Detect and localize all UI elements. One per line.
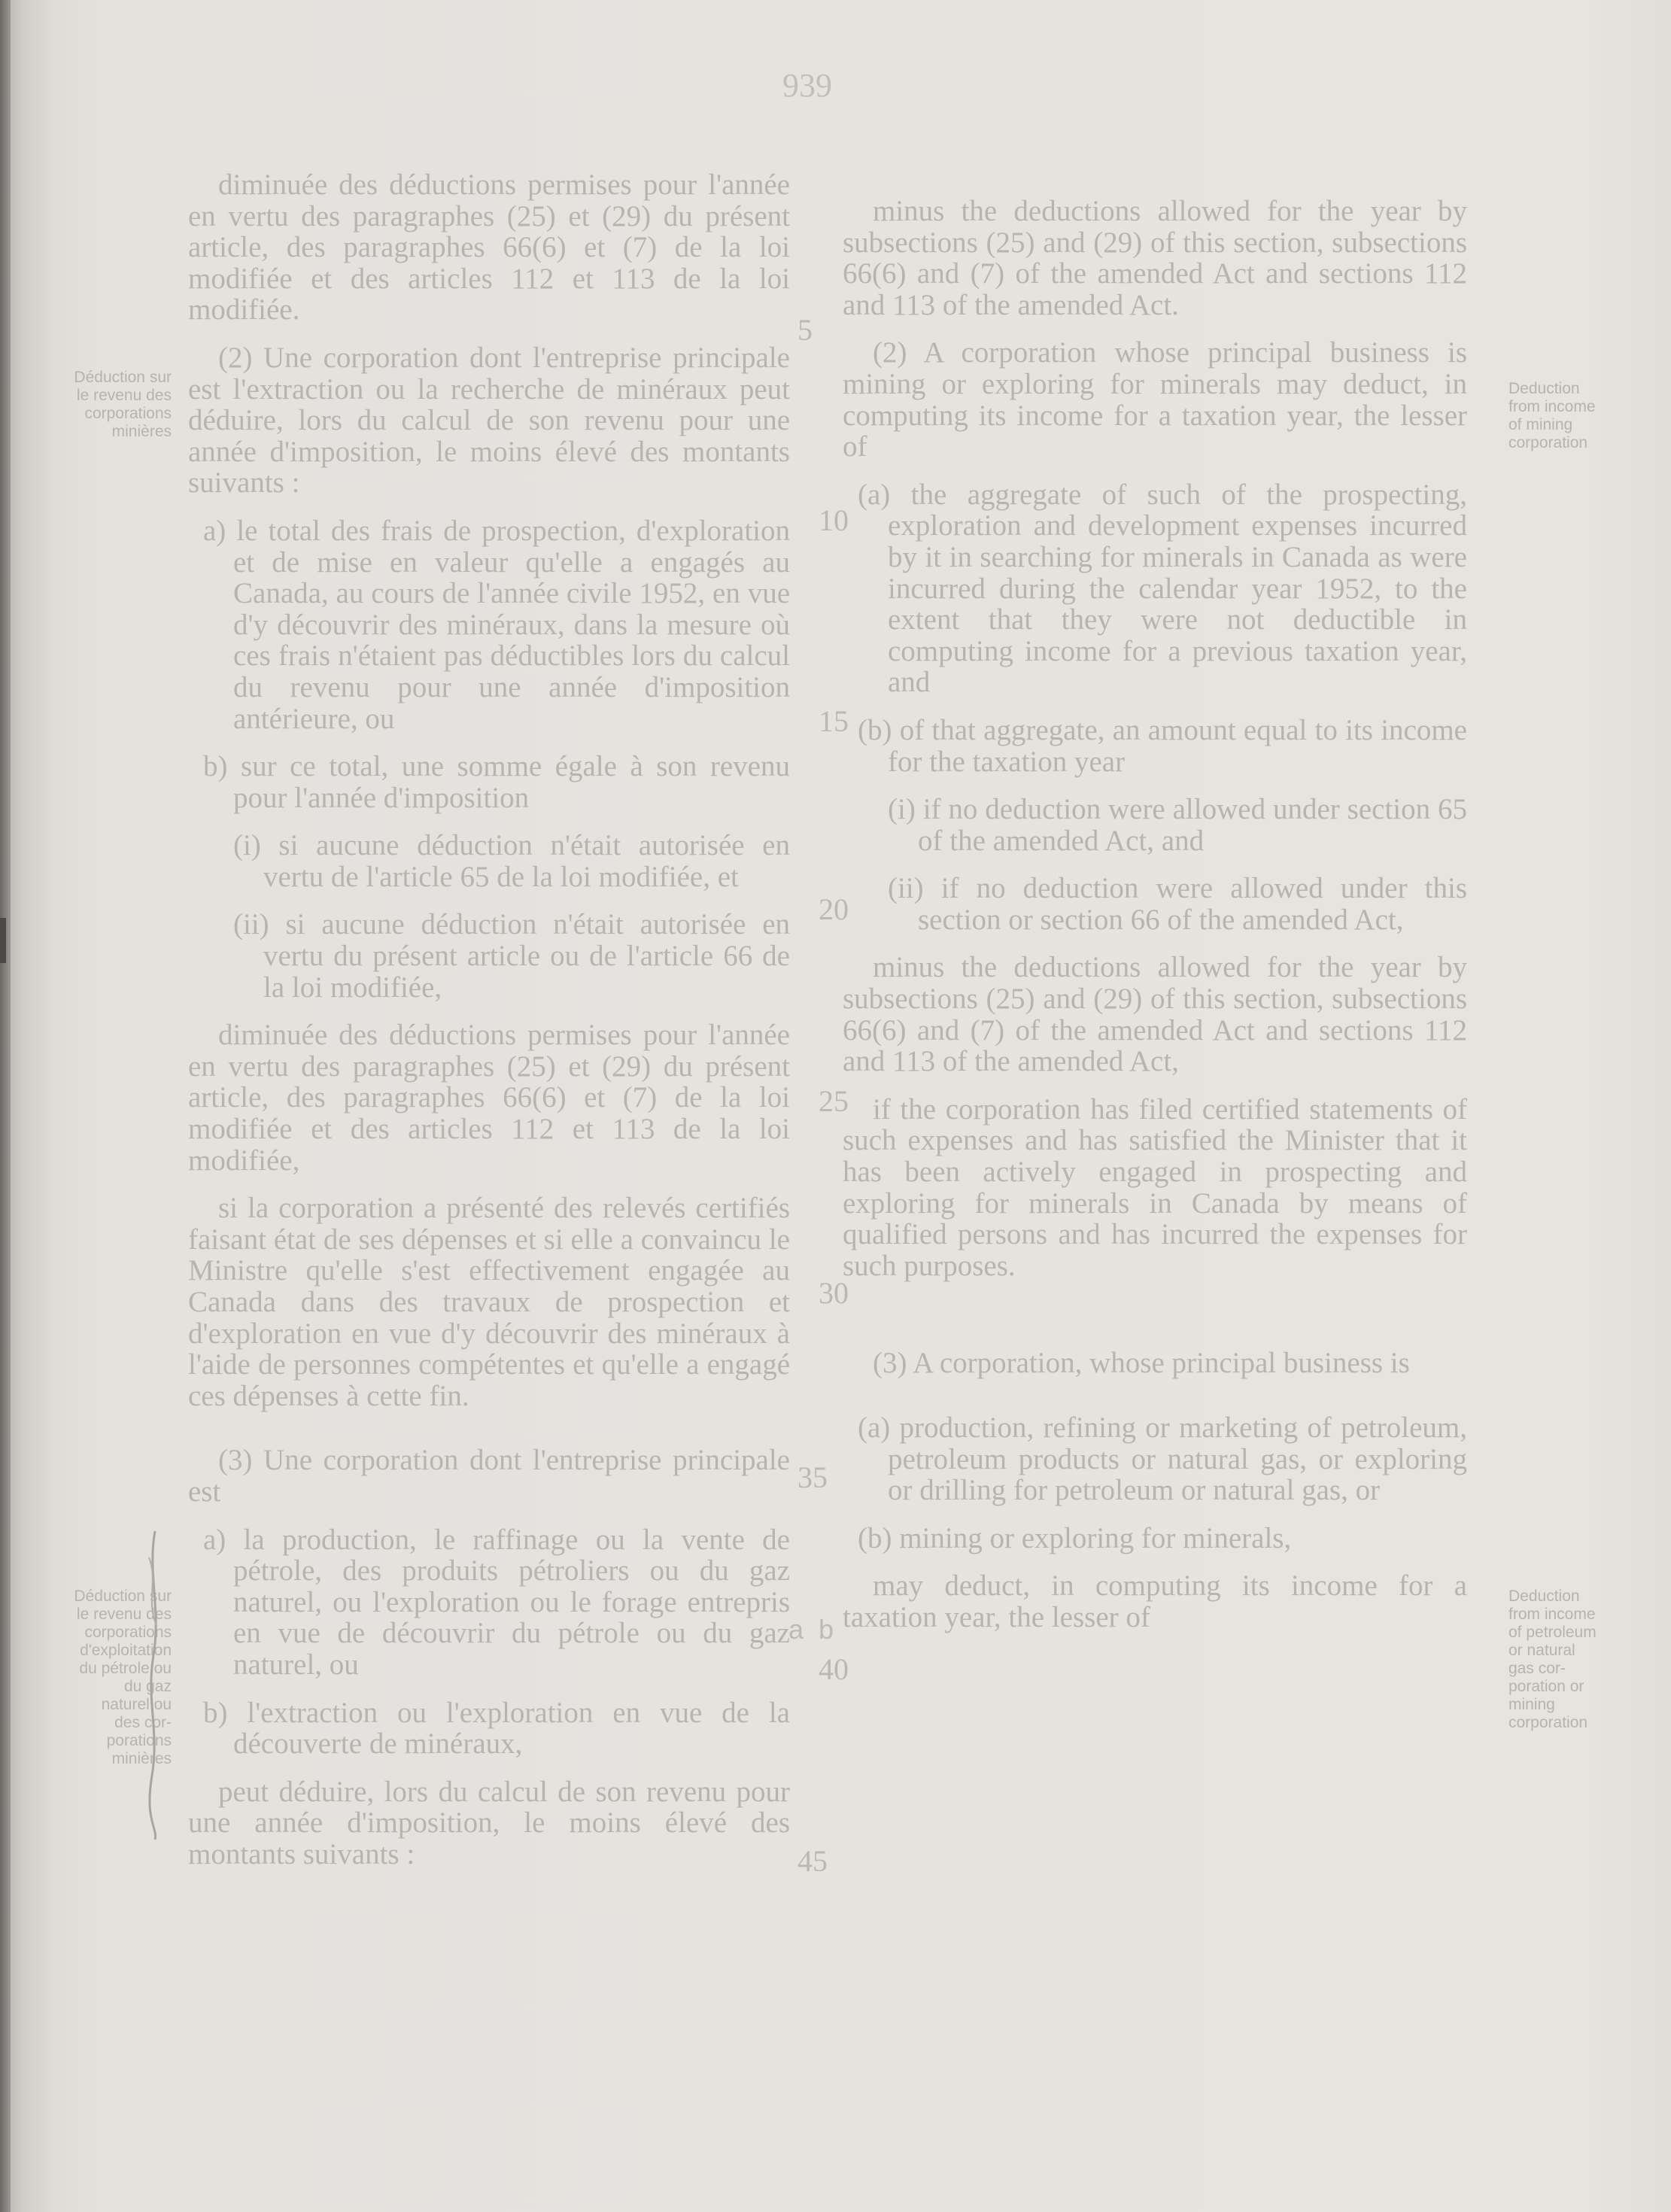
margin-note: Déduction sur le revenu des corporations minières [74, 369, 172, 440]
margin-note: Deduction from income of mining corporation [1508, 380, 1596, 451]
fr-paragraph: diminuée des déductions permises pour l'année en vertu des paragraphes (25) et (29) du présent article, des paragraphes 66(6) et (7) de la loi modifiée et des articles 112 et 113 de la loi modifiée, [188, 1019, 790, 1177]
section-marker: b [819, 1614, 834, 1645]
fr-paragraph: (ii) si aucune déduction n'était autorisée en vertu du présent article ou de l'article 66 de la loi modifiée, [233, 908, 790, 1004]
margin-note: Deduction from income of petroleum or natural gas corporation or mining corporation [1508, 1588, 1597, 1731]
en-paragraph: minus the deductions allowed for the year by subsections (25) and (29) of this section, subsections 66(6) and (7) of the amended Act and sections 112 and 113 of the amended Act. [843, 195, 1467, 321]
line-number: 35 [798, 1460, 828, 1494]
en-paragraph: if the corporation has filed certified statements of such expenses and has satisfied the Minister that it has been actively engaged in prospecting and exploring for minerals in Canada by means of qualified persons and has incurred the expenses for such purposes. [843, 1092, 1467, 1282]
page-number: 939 [782, 67, 832, 104]
fr-paragraph: b) sur ce total, une somme égale à son revenu pour l'année d'imposition [203, 750, 790, 814]
fr-paragraph: a) la production, le raffinage ou la vente de pétrole, des produits pétroliers ou du gaz naturel, ou l'exploration ou le forage entrepris en vue de découvrir du pétrole ou du gaz naturel, ou [203, 1523, 790, 1681]
en-paragraph: (a) the aggregate of such of the prospecting, exploration and development expenses incurred by it in searching for minerals in Canada as were incurred during the calendar year 1952, to the extent that they were not deductible in computing income for a previous taxation year, and [858, 478, 1467, 699]
line-number: 5 [798, 313, 813, 347]
fr-paragraph: (3) Une corporation dont l'entreprise principale est [188, 1444, 790, 1508]
line-number: 40 [819, 1652, 849, 1686]
line-number: 25 [819, 1084, 849, 1118]
french-column [188, 169, 790, 1870]
en-paragraph: may deduct, in computing its income for a taxation year, the lesser of [843, 1569, 1467, 1633]
fr-paragraph: b) l'extraction ou l'exploration en vue de la découverte de minéraux, [203, 1696, 790, 1761]
section-marker: a [788, 1614, 804, 1645]
fr-paragraph: (2) Une corporation dont l'entreprise principale est l'extraction ou la recherche de minéraux peut déduire, lors du calcul de son revenu pour une année d'imposition, le moins élevé des montants suivants : [188, 341, 790, 500]
line-number: 30 [819, 1276, 849, 1310]
en-paragraph: (b) of that aggregate, an amount equal to its income for the taxation year [858, 713, 1467, 778]
fr-paragraph: peut déduire, lors du calcul de son revenu pour une année d'imposition, le moins élevé des montants suivants : [188, 1775, 790, 1870]
binding-edge-shadow [0, 0, 11, 2212]
english-column [843, 196, 1467, 1633]
en-paragraph: (3) A corporation, whose principal business is [873, 1347, 1410, 1380]
fr-paragraph: si la corporation a présenté des relevés certifiés faisant état de ses dépenses et si elle a convaincu le Ministre qu'elle s'est effectivement engagée au Canada dans des travaux de prospection et d'exploration en vue d'y découvrir des minéraux à l'aide de personnes compétentes et qu'elle a engagé ces dépenses à cette fin. [188, 1192, 790, 1412]
en-paragraph: (ii) if no deduction were allowed under this section or section 66 of the amended Act, [888, 872, 1467, 936]
margin-note: Déduction sur le revenu des corporations d'exploitation du pétrole ou du gaz naturel ou des corporations minières [74, 1588, 172, 1767]
fr-paragraph: (i) si aucune déduction n'était autorisée en vertu de l'article 65 de la loi modifiée, et [233, 829, 790, 893]
line-number: 15 [819, 704, 849, 738]
fr-paragraph: diminuée des déductions permises pour l'année en vertu des paragraphes (25) et (29) du présent article, des paragraphes 66(6) et (7) de la loi modifiée et des articles 112 et 113 de la loi modifiée. [188, 169, 790, 327]
fr-paragraph: a) le total des frais de prospection, d'exploration et de mise en valeur qu'elle a engagés au Canada, au cours de l'année civile 1952, en vue d'y découvrir des minéraux, dans la mesure où ces frais n'étaient pas déductibles lors du calcul du revenu pour une année d'imposition antérieure, ou [203, 514, 790, 735]
line-number: 45 [798, 1844, 828, 1878]
handwritten-annotation [140, 1527, 170, 1843]
line-number: 10 [819, 503, 849, 537]
en-paragraph: (i) if no deduction were allowed under section 65 of the amended Act, and [888, 793, 1467, 857]
en-paragraph: (a) production, refining or marketing of petroleum, petroleum products or natural gas, or exploring or drilling for petroleum or natural gas, or [858, 1411, 1467, 1507]
en-paragraph: minus the deductions allowed for the year by subsections (25) and (29) of this section, subsections 66(6) and (7) of the amended Act and sections 112 and 113 of the amended Act, [843, 951, 1467, 1078]
en-paragraph: (b) mining or exploring for minerals, [858, 1521, 1292, 1554]
line-number: 20 [819, 892, 849, 926]
binding-edge-mark [0, 918, 6, 963]
en-paragraph: (2) A corporation whose principal business is mining or exploring for minerals may deduct, in computing its income for a taxation year, the lesser of [843, 336, 1467, 463]
